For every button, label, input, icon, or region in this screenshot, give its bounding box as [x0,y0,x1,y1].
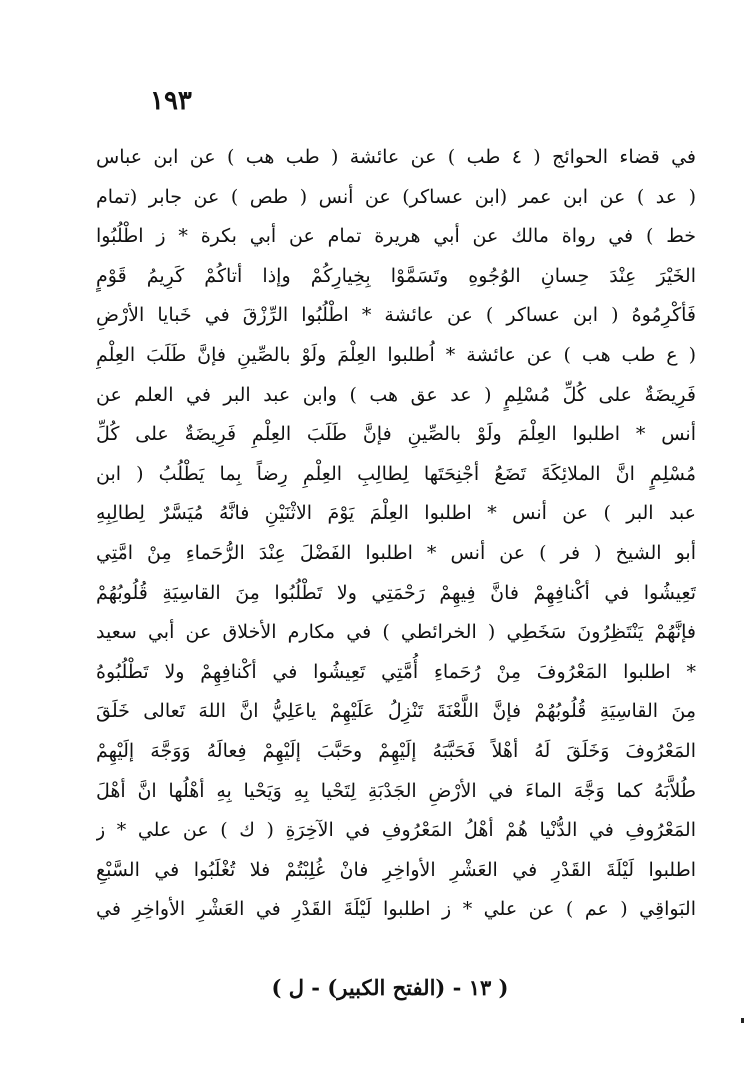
text-line: مُسْلِمٍ انَّ الملائِكَةَ تَضَعُ أجْنِحَتَها لِطالِبِ العِلْمِ رِضاً بِما يَطْلُبُ ( ابن [96,462,696,485]
text-line: ( عد ) عن ابن عمر (ابن عساكر) عن أنس ( طص ) عن جابر (تمام [96,185,696,208]
text-line: اطلبوا لَيْلَةَ القَدْرِ في العَشْرِ الأواخِرِ فانْ غُلِبْتُمْ فلا تُغْلَبُوا في السَّبْعِ [96,858,696,881]
text-line: أنس * اطلبوا العِلْمَ ولَوْ بالصِّينِ فإنَّ طَلَبَ العِلْمِ فَرِيضَةٌ على كُلِّ [96,423,696,446]
signature-footer: ( ١٣ - (الفتح الكبير) - ل ) [271,975,509,1000]
text-line: فَرِيضَةٌ على كُلِّ مُسْلِمٍ ( عد عق هب ) وابن عبد البر في العلم عن [96,383,696,406]
text-line: تَعِيشُوا في أكْنافِهِمْ فانَّ فِيهِمْ رَحْمَتِي ولا تَطْلُبُوا مِنَ القاسِيَةِ قُلُوبُهُمْ [96,581,696,604]
text-line: المَعْرُوفِ في الدُّنْيا هُمْ أهْلُ المَعْرُوفِ في الآخِرَةِ ( ك ) عن علي * ز [96,819,696,842]
text-line: في قضاء الحوائج ( ٤ طب ) عن عائشة ( طب هب ) عن ابن عباس [96,146,696,168]
text-line: أبو الشيخ ( فر ) عن أنس * اطلبوا الفَضْلَ عِنْدَ الرُّحَماءِ مِنْ امَّتِي [96,541,696,564]
text-line: فإنَّهُمْ يَنْتَظِرُونَ سَخَطِي ( الخرائطي ) في مكارم الأخلاق عن أبي سعيد [96,621,696,644]
text-line: خط ) في رواة مالك عن أبي هريرة تمام عن أبي بكرة * ز اطْلُبُوا [96,225,696,248]
text-line: الخَيْرَ عِنْدَ حِسانِ الوُجُوهِ وتَسَمَّوْا بِخِيارِكُمْ وإذا أتاكُمْ كَرِيمُ قَوْمٍ [96,264,696,287]
text-line: عبد البر ) عن أنس * اطلبوا العِلْمَ يَوْمَ الاثْنَيْنِ فانَّهُ مُيَسَّرٌ لِطالِبِهِ [96,502,696,525]
text-line: طُلاَّبَهُ كما وَجَّهَ الماءَ في الأرْضِ الجَدْبَةِ لِتَحْيا بِهِ وَيَحْيا بِهِ أهْلُها انَّ أهْلَ [96,779,696,802]
text-line: المَعْرُوفَ وَخَلَقَ لَهُ أهْلاً فَحَبَّبَهُ إلَيْهِمْ وحَبَّبَ إلَيْهِمْ فِعالَهُ وَوَجَّهَ إلَيْهِمْ [96,739,696,762]
text-line: مِنَ القاسِيَةِ قُلُوبُهُمْ فإنَّ اللَّعْنَةَ تَنْزِلُ عَلَيْهِمْ ياعَلِيُّ انَّ اللهَ تَعالى خَلَقَ [96,700,696,723]
text-line: البَواقِي ( عم ) عن علي * ز اطلبوا لَيْلَةَ القَدْرِ في العَشْرِ الأواخِرِ في [96,898,696,921]
page-number: ١٩٣ [150,86,192,116]
hadith-text-body [96,138,696,930]
text-line: فَأكْرِمُوهُ ( ابن عساكر ) عن عائشة * اطْلُبُوا الرِّزْقَ في خَبايا الأرْضِ [96,304,696,327]
text-line: * اطلبوا المَعْرُوفَ مِنْ رُحَماءِ أُمَّتِي تَعِيشُوا في أكْنافِهِمْ ولا تَطْلُبُوهُ [96,660,696,683]
scan-speck [741,1018,744,1023]
text-line: ( ع طب هب ) عن عائشة * اُطلبوا العِلْمَ ولَوْ بالصِّينِ فإنَّ طَلَبَ العِلْمِ [96,343,696,366]
